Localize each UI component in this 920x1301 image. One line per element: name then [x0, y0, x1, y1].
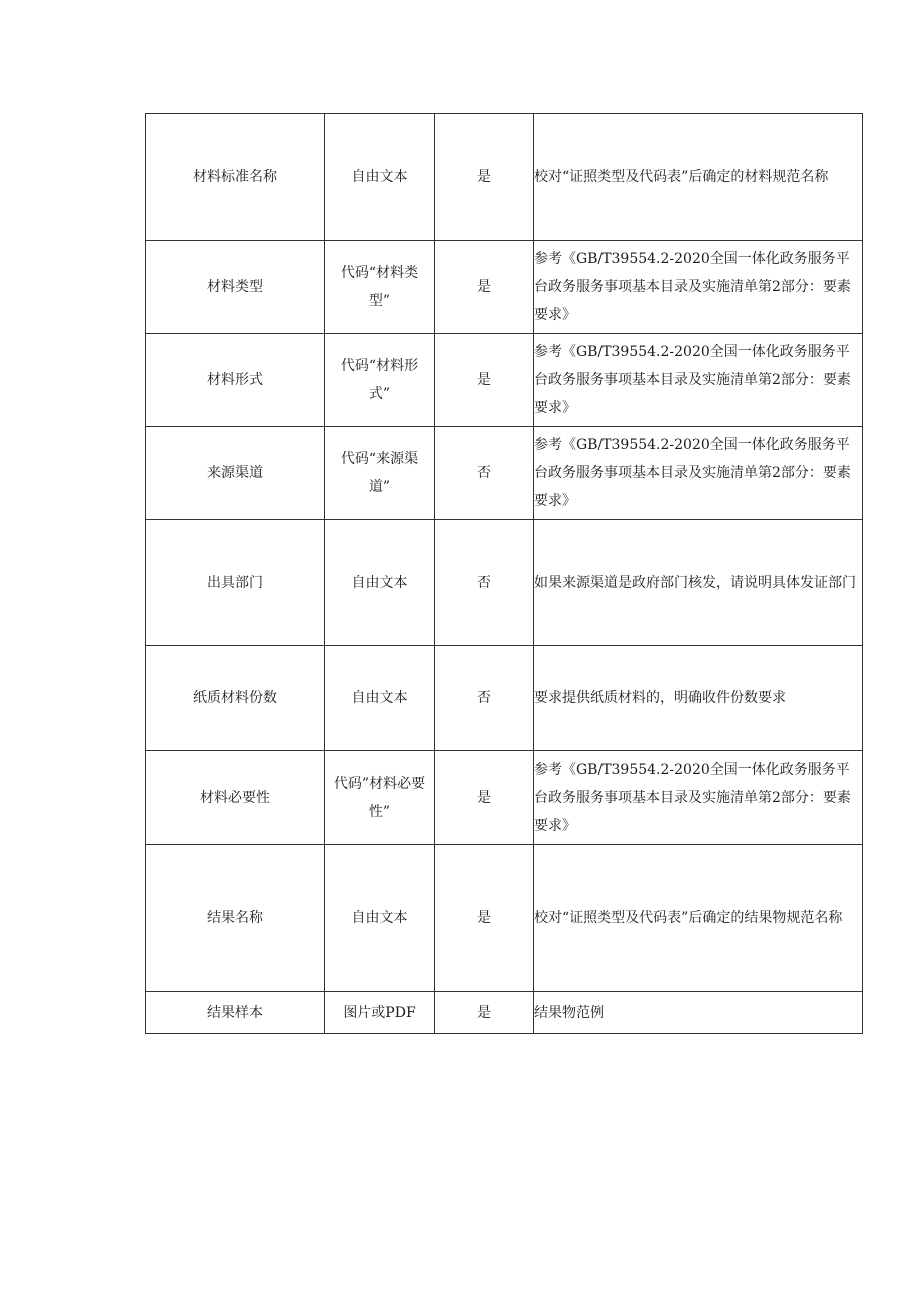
- value-type-text: 自由文本: [351, 910, 408, 926]
- value-type-text: 代码”材料必要性”: [333, 775, 426, 820]
- remark-cell: 参考《GB/T39554.2-2020全国一体化政务服务平台政务服务事项基本目录及实施清单第2部分：要素要求》: [534, 427, 863, 520]
- value-type-text: 代码“来源渠道”: [340, 451, 419, 495]
- value-type-cell: [325, 992, 435, 1034]
- required-cell: 是: [435, 114, 534, 241]
- remark-cell: 如果来源渠道是政府部门核发，请说明具体发证部门: [534, 520, 863, 646]
- required-cell: 否: [435, 520, 534, 646]
- value-type-cell: [325, 751, 435, 845]
- value-type-cell: [325, 334, 435, 427]
- value-type-text: 自由文本: [351, 690, 408, 706]
- value-type-text: 代码“材料类型”: [340, 265, 419, 309]
- remark-cell: 结果物范例: [534, 992, 863, 1034]
- remark-cell: 校对“证照类型及代码表”后确定的材料规范名称: [534, 114, 863, 241]
- element-name-cell: 来源渠道: [146, 427, 325, 520]
- remark-cell: 参考《GB/T39554.2-2020全国一体化政务服务平台政务服务事项基本目录及实施清单第2部分：要素要求》: [534, 751, 863, 845]
- value-type-cell: [325, 241, 435, 334]
- table-row: [146, 992, 863, 1034]
- element-name-cell: 材料必要性: [146, 751, 325, 845]
- element-name-cell: 结果名称: [146, 845, 325, 992]
- element-name-cell: 材料类型: [146, 241, 325, 334]
- table-row: [146, 845, 863, 992]
- value-type-cell: [325, 646, 435, 751]
- value-type-text: 自由文本: [351, 574, 408, 591]
- value-type-text: 自由文本: [351, 169, 408, 185]
- value-type-cell: [325, 427, 435, 520]
- element-name-cell: 纸质材料份数: [146, 646, 325, 751]
- table-row: [146, 751, 863, 845]
- table-row: [146, 334, 863, 427]
- element-name-cell: 结果样本: [146, 992, 325, 1034]
- required-cell: 是: [435, 241, 534, 334]
- table-row: [146, 114, 863, 241]
- table-row: [146, 646, 863, 751]
- value-type-cell: [325, 114, 435, 241]
- required-cell: 是: [435, 751, 534, 845]
- value-type-text: 代码“材料形式”: [340, 358, 419, 402]
- remark-cell: 参考《GB/T39554.2-2020全国一体化政务服务平台政务服务事项基本目录及实施清单第2部分：要素要求》: [534, 334, 863, 427]
- remark-cell: 要求提供纸质材料的，明确收件份数要求: [534, 646, 863, 751]
- required-cell: 是: [435, 845, 534, 992]
- element-spec-table: [145, 113, 863, 1034]
- remark-cell: 参考《GB/T39554.2-2020全国一体化政务服务平台政务服务事项基本目录及实施清单第2部分：要素要求》: [534, 241, 863, 334]
- value-type-cell: [325, 520, 435, 646]
- required-cell: 是: [435, 334, 534, 427]
- value-type-text: 图片或PDF: [343, 1004, 416, 1021]
- table-row: [146, 427, 863, 520]
- element-name-cell: 材料标准名称: [146, 114, 325, 241]
- remark-cell: 校对“证照类型及代码表”后确定的结果物规范名称: [534, 845, 863, 992]
- element-name-cell: 材料形式: [146, 334, 325, 427]
- table-row: [146, 520, 863, 646]
- table-row: [146, 241, 863, 334]
- required-cell: 否: [435, 427, 534, 520]
- required-cell: 是: [435, 992, 534, 1034]
- required-cell: 否: [435, 646, 534, 751]
- value-type-cell: [325, 845, 435, 992]
- element-name-cell: 出具部门: [146, 520, 325, 646]
